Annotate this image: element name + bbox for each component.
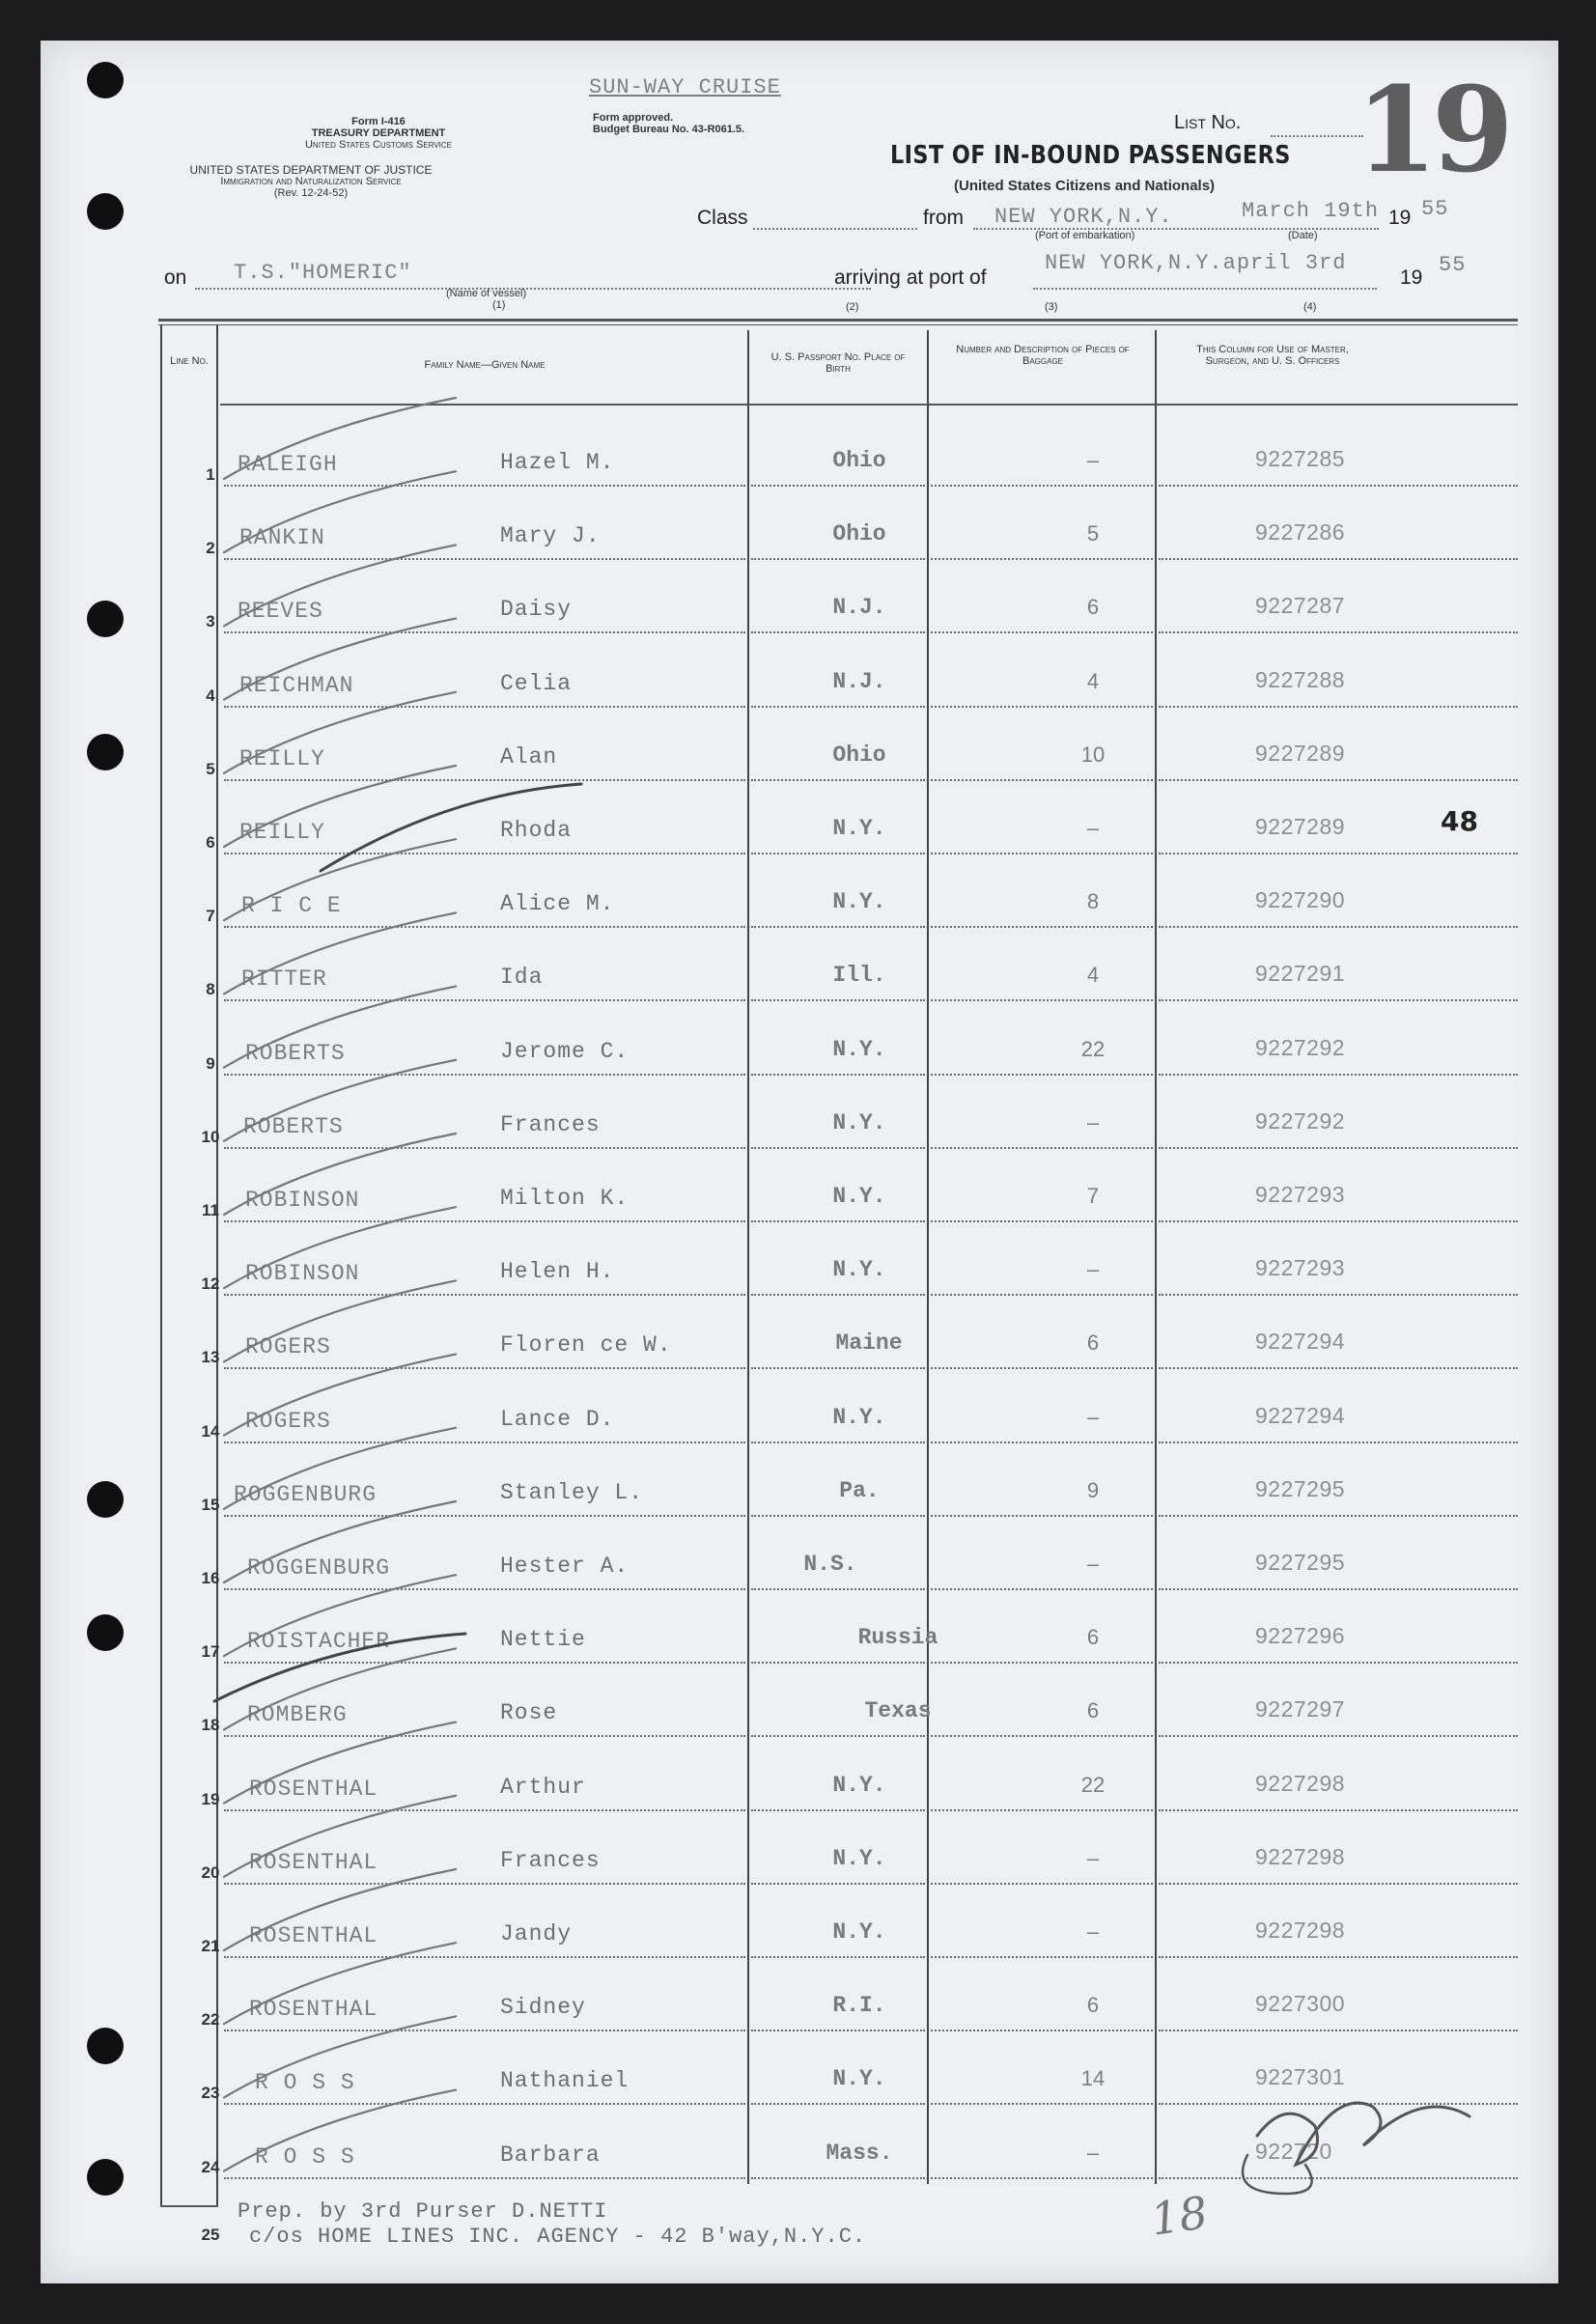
side-mark: 48 xyxy=(1441,805,1478,837)
place-of-birth: N.Y. xyxy=(832,1257,886,1283)
place-of-birth: Russia xyxy=(857,1625,938,1651)
line-number: 23 xyxy=(201,2084,220,2103)
check-mark xyxy=(224,1722,456,1804)
place-of-birth: N.J. xyxy=(832,595,886,621)
prep-note: Prep. by 3rd Purser D.NETTI xyxy=(238,2199,608,2224)
line-number: 16 xyxy=(201,1569,220,1587)
family-name: ROGGENBURG xyxy=(247,1555,391,1581)
line-number: 13 xyxy=(201,1348,220,1367)
officer-number: 9227294 xyxy=(1255,1329,1346,1355)
check-mark xyxy=(224,692,456,773)
line-number: 22 xyxy=(201,2010,220,2030)
officer-number: 9227288 xyxy=(1255,666,1346,692)
line-number: 21 xyxy=(201,1937,220,1955)
given-name: Stanley L. xyxy=(500,1479,644,1505)
baggage-count: – xyxy=(1086,2140,1100,2165)
form-number: Form I-416 xyxy=(351,116,406,127)
place-of-birth: N.Y. xyxy=(832,1919,886,1945)
line-number: 7 xyxy=(206,907,215,926)
port-of-embarkation: NEW YORK,N.Y. xyxy=(994,205,1173,229)
officer-number: 9227285 xyxy=(1255,446,1346,471)
line-number: 4 xyxy=(206,686,215,705)
header-officers: This Column for Use of Master, Surgeon, and U. S. Officers xyxy=(1196,344,1349,367)
line-number: 15 xyxy=(201,1495,220,1514)
given-name: Hazel M. xyxy=(500,450,615,475)
check-mark xyxy=(224,1134,456,1215)
family-name: ROBERTS xyxy=(243,1113,344,1139)
given-name: Rhoda xyxy=(500,818,573,843)
vessel-caption: (Name of vessel) xyxy=(446,288,527,299)
line-number: 19 xyxy=(201,1789,220,1808)
given-name: Milton K. xyxy=(500,1186,630,1211)
budget-number: Budget Bureau No. 43-R061.5. xyxy=(593,124,745,135)
family-name: ROISTACHER xyxy=(247,1629,391,1655)
baggage-count: – xyxy=(1086,1404,1100,1429)
place-of-birth: Maine xyxy=(835,1330,903,1357)
place-of-birth: Ohio xyxy=(832,448,886,473)
check-mark xyxy=(224,766,456,847)
officer-number: 9227289 xyxy=(1255,814,1346,839)
check-mark xyxy=(224,1575,456,1656)
place-of-birth: Pa. xyxy=(839,1477,880,1503)
officer-number: 9227298 xyxy=(1255,1918,1346,1943)
line-number: 17 xyxy=(201,1642,220,1662)
check-mark xyxy=(224,1428,456,1509)
signature-scribble xyxy=(1257,2103,1470,2165)
given-name: Helen H. xyxy=(500,1259,615,1285)
department: TREASURY DEPARTMENT xyxy=(311,127,446,139)
family-name: RITTER xyxy=(241,966,327,993)
given-name: Nettie xyxy=(500,1627,586,1653)
baggage-count: 6 xyxy=(1086,1625,1100,1650)
check-mark xyxy=(224,2016,456,2097)
place-of-birth: Texas xyxy=(864,1698,932,1724)
col-num-3: (3) xyxy=(1045,301,1058,313)
form-approved: Form approved. xyxy=(593,112,674,124)
baggage-count: 6 xyxy=(1086,1698,1100,1723)
given-name: Floren ce W. xyxy=(500,1332,672,1358)
baggage-count: 7 xyxy=(1086,1184,1100,1208)
line-number: 9 xyxy=(206,1053,215,1073)
place-of-birth: N.Y. xyxy=(832,2066,886,2092)
place-of-birth: Ohio xyxy=(832,742,886,768)
baggage-count: 6 xyxy=(1086,595,1100,620)
header-name: Family Name—Given Name xyxy=(424,359,546,371)
port-embarkation-caption: (Port of embarkation) xyxy=(1035,230,1135,241)
check-mark xyxy=(224,1648,456,1729)
check-mark xyxy=(224,398,456,479)
baggage-count: 14 xyxy=(1080,2066,1106,2091)
officer-number: 9227291 xyxy=(1255,961,1346,987)
header-passport: U. S. Passport No. Place of Birth xyxy=(770,351,906,375)
departure-date: March 19th xyxy=(1242,199,1380,223)
place-of-birth: N.Y. xyxy=(832,889,886,915)
baggage-count: – xyxy=(1086,1109,1100,1134)
given-name: Lance D. xyxy=(500,1406,615,1432)
family-name: R I C E xyxy=(241,893,342,919)
check-mark xyxy=(224,619,456,700)
revision: (Rev. 12-24-52) xyxy=(273,187,349,199)
family-name: REEVES xyxy=(238,599,323,625)
place-of-birth: N.Y. xyxy=(832,1184,886,1209)
col-num-4: (4) xyxy=(1303,301,1317,313)
officer-number: 9227287 xyxy=(1255,593,1346,619)
line-number: 11 xyxy=(202,1201,219,1219)
check-mark xyxy=(224,471,456,552)
place-of-birth: N.Y. xyxy=(832,1109,886,1135)
place-of-birth: N.J. xyxy=(832,668,886,694)
family-name: REILLY xyxy=(239,820,325,845)
place-of-birth: Ill. xyxy=(832,963,886,989)
check-mark xyxy=(224,1207,456,1288)
header-line-no: Line No. xyxy=(170,355,209,367)
officer-number: 9227301 xyxy=(1255,2064,1346,2090)
given-name: Mary J. xyxy=(500,523,601,549)
family-name: ROBINSON xyxy=(245,1261,360,1287)
baggage-count: 22 xyxy=(1080,1036,1106,1061)
year-1: 55 xyxy=(1421,197,1449,221)
family-name: ROSENTHAL xyxy=(249,1997,378,2023)
line-number: 25 xyxy=(201,2225,220,2244)
check-mark xyxy=(224,545,456,626)
check-mark xyxy=(224,2090,456,2171)
check-mark xyxy=(224,1060,456,1141)
document-subtitle: (United States Citizens and Nationals) xyxy=(954,178,1216,194)
check-mark xyxy=(224,839,456,920)
family-name: REILLY xyxy=(239,745,325,771)
baggage-count: 10 xyxy=(1080,742,1106,767)
baggage-count: 6 xyxy=(1086,1330,1100,1356)
check-mark xyxy=(224,1869,456,1950)
date-caption: (Date) xyxy=(1288,230,1318,241)
year-prefix-2: 19 xyxy=(1400,266,1423,289)
given-name: Daisy xyxy=(500,597,573,623)
list-no-label: List No. xyxy=(1174,112,1242,133)
department2: UNITED STATES DEPARTMENT OF JUSTICE xyxy=(189,163,433,177)
check-mark xyxy=(224,1355,456,1436)
place-of-birth: R.I. xyxy=(832,1993,886,2019)
vessel-name: T.S."HOMERIC" xyxy=(234,261,412,285)
officer-number: 9227290 xyxy=(1255,887,1346,913)
line-number: 14 xyxy=(201,1421,220,1441)
officer-number: 9227295 xyxy=(1255,1475,1346,1501)
check-mark xyxy=(224,1943,456,2024)
line-number: 18 xyxy=(201,1716,220,1735)
family-name: ROBERTS xyxy=(245,1040,346,1066)
officer-number: 9227297 xyxy=(1255,1696,1346,1722)
given-name: Alice M. xyxy=(500,891,615,917)
baggage-count: – xyxy=(1086,1552,1100,1576)
line-number: 10 xyxy=(201,1127,220,1146)
given-name: Nathaniel xyxy=(500,2068,630,2094)
check-mark xyxy=(224,912,456,994)
family-name: ROSENTHAL xyxy=(249,1776,378,1802)
family-name: ROSENTHAL xyxy=(249,1849,378,1875)
line-number: 20 xyxy=(201,1862,220,1882)
baggage-count: 4 xyxy=(1086,963,1100,988)
handwritten-mark: 18 xyxy=(1147,2186,1212,2246)
family-name: R O S S xyxy=(255,2143,355,2170)
given-name: Ida xyxy=(500,965,544,991)
baggage-count: – xyxy=(1086,816,1100,840)
family-name: RALEIGH xyxy=(238,452,338,477)
place-of-birth: N.Y. xyxy=(832,816,886,841)
family-name: ROBINSON xyxy=(245,1188,360,1213)
baggage-count: 9 xyxy=(1086,1477,1100,1502)
line-number: 2 xyxy=(206,539,215,558)
heavy-check-mark xyxy=(321,784,581,871)
check-mark xyxy=(224,1501,456,1582)
header-baggage: Number and Description of Pieces of Baggage xyxy=(956,344,1130,367)
baggage-count: 22 xyxy=(1080,1772,1106,1797)
given-name: Sidney xyxy=(500,1995,586,2021)
officer-number: 9227293 xyxy=(1255,1182,1346,1207)
service2: Immigration and Naturalization Service xyxy=(220,176,402,187)
arrival-port-date: NEW YORK,N.Y.april 3rd xyxy=(1045,251,1347,275)
officer-number: 9227294 xyxy=(1255,1402,1346,1428)
cruise-stamp: SUN-WAY CRUISE xyxy=(589,75,781,99)
agency-note: c/os HOME LINES INC. AGENCY - 42 B'way,N.Y.C. xyxy=(249,2225,867,2249)
officer-number: 9227292 xyxy=(1255,1034,1346,1060)
baggage-count: 6 xyxy=(1086,1993,1100,2018)
year-2: 55 xyxy=(1439,253,1467,277)
place-of-birth: N.Y. xyxy=(832,1845,886,1871)
check-mark xyxy=(224,1280,456,1361)
family-name: ROGGENBURG xyxy=(234,1481,378,1507)
line-number: 12 xyxy=(201,1274,220,1294)
col-num-1: (1) xyxy=(492,299,506,311)
place-of-birth: N.Y. xyxy=(832,1404,886,1430)
family-name: RANKIN xyxy=(239,525,325,551)
officer-number: 922720 xyxy=(1255,2138,1332,2164)
family-name: ROSENTHAL xyxy=(249,1923,378,1948)
officer-number: 9227286 xyxy=(1255,519,1346,546)
check-mark xyxy=(224,987,456,1068)
given-name: Arthur xyxy=(500,1774,586,1800)
baggage-count: – xyxy=(1086,1845,1100,1870)
document-title: LIST OF IN-BOUND PASSENGERS xyxy=(890,141,1291,170)
baggage-count: – xyxy=(1086,1257,1100,1282)
family-name: R O S S xyxy=(255,2070,355,2096)
list-no-value: 19 xyxy=(1356,60,1508,199)
given-name: Frances xyxy=(500,1847,601,1873)
family-name: ROGERS xyxy=(245,1408,331,1434)
class-label: Class xyxy=(697,207,748,229)
given-name: Hester A. xyxy=(500,1554,630,1579)
line-number: 6 xyxy=(206,833,215,852)
manifest-sheet xyxy=(41,41,1558,2283)
place-of-birth: N.Y. xyxy=(832,1036,886,1062)
given-name: Jandy xyxy=(500,1921,573,1946)
officer-number: 9227289 xyxy=(1255,740,1346,766)
heavy-check-mark xyxy=(214,1634,465,1701)
col-num-2: (2) xyxy=(846,301,859,313)
baggage-count: – xyxy=(1086,448,1100,472)
line-number: 1 xyxy=(206,465,215,484)
officer-number: 9227295 xyxy=(1255,1550,1346,1575)
place-of-birth: N.S. xyxy=(803,1552,857,1577)
given-name: Frances xyxy=(500,1111,601,1137)
line-number: 24 xyxy=(201,2157,220,2176)
check-marks-layer xyxy=(41,41,1558,2283)
officer-number: 9227298 xyxy=(1255,1843,1346,1869)
place-of-birth: Ohio xyxy=(832,521,886,547)
given-name: Jerome C. xyxy=(500,1038,630,1064)
given-name: Celia xyxy=(500,670,573,696)
baggage-count: 8 xyxy=(1086,889,1100,914)
line-number: 8 xyxy=(206,980,215,999)
on-label: on xyxy=(164,266,187,289)
service: United States Customs Service xyxy=(304,139,453,151)
baggage-count: – xyxy=(1086,1919,1100,1944)
officer-number: 9227300 xyxy=(1255,1991,1346,2017)
line-number: 5 xyxy=(206,759,215,778)
place-of-birth: N.Y. xyxy=(832,1772,886,1798)
arriving-label: arriving at port of xyxy=(834,266,987,289)
officer-number: 9227296 xyxy=(1255,1623,1346,1649)
officer-number: 9227293 xyxy=(1255,1255,1346,1281)
family-name: REICHMAN xyxy=(239,672,354,698)
line-number: 3 xyxy=(206,612,215,631)
check-mark xyxy=(224,1796,456,1877)
baggage-count: 5 xyxy=(1086,521,1100,546)
year-prefix-1: 19 xyxy=(1388,207,1412,229)
family-name: ROMBERG xyxy=(247,1702,348,1728)
given-name: Rose xyxy=(500,1700,558,1726)
baggage-count: 4 xyxy=(1086,668,1100,693)
place-of-birth: Mass. xyxy=(826,2140,893,2166)
officer-number: 9227298 xyxy=(1255,1770,1346,1796)
given-name: Alan xyxy=(500,743,558,770)
family-name: ROGERS xyxy=(245,1334,331,1360)
officer-number: 9227292 xyxy=(1255,1107,1346,1134)
given-name: Barbara xyxy=(500,2142,601,2168)
from-label: from xyxy=(923,207,964,229)
